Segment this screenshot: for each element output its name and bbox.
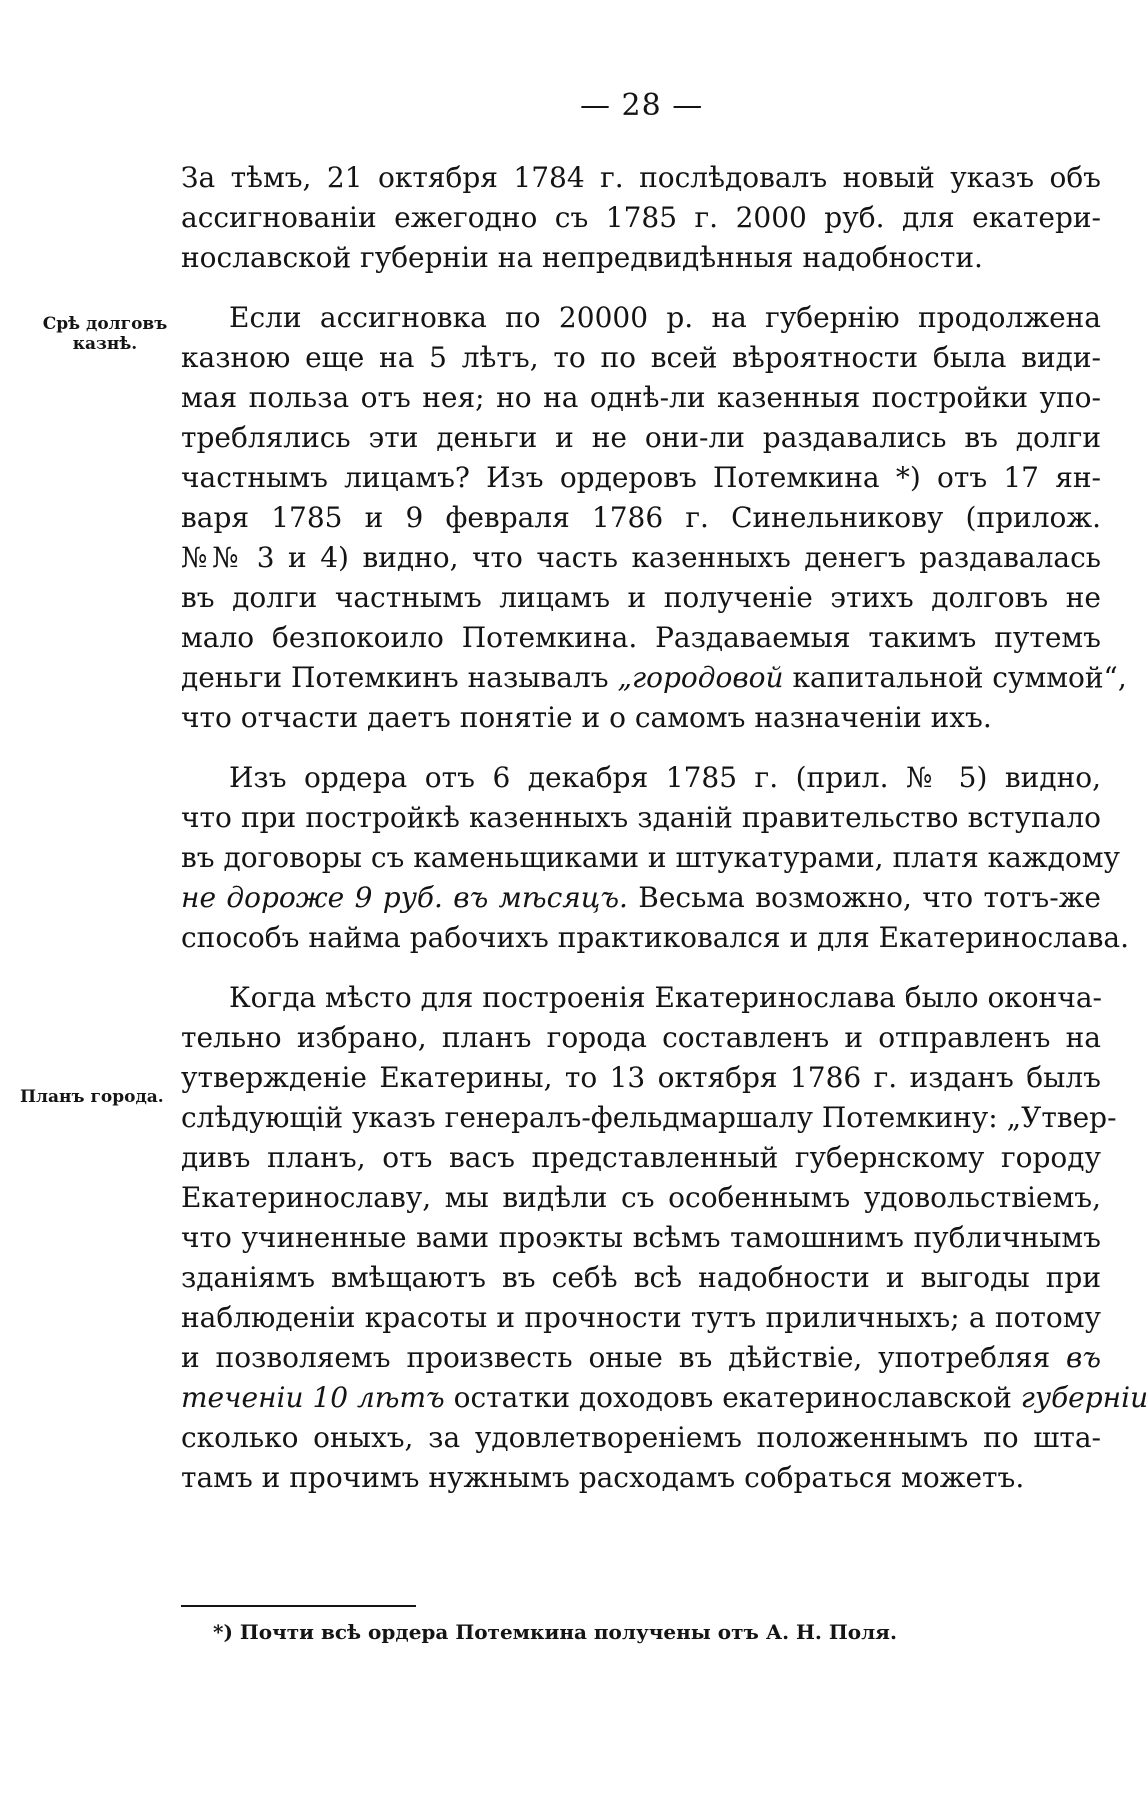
text-line: наблюденіи красоты и прочности тутъ приличныхъ; а потому <box>181 1301 1101 1334</box>
text-line: треблялись эти деньги и не они-ли раздавались въ долги <box>181 421 1101 454</box>
text-line <box>181 658 1127 698</box>
text-line: Изъ ордера отъ 6 декабря 1785 г. (прил. № 5) видно, <box>229 761 1101 794</box>
margin-note-debts: Срѣ долговъ казнѣ. <box>42 314 168 354</box>
text-segment: остатки доходовъ екатеринославской <box>453 1381 1012 1414</box>
page-number: — 28 — <box>580 88 704 123</box>
italic-term: „городовой <box>617 661 784 694</box>
italic-word: губерніи <box>1020 1381 1148 1414</box>
text-line: частнымъ лицамъ? Изъ ордеровъ Потемкина *) отъ 17 ян- <box>181 461 1101 494</box>
text-line: въ договоры съ каменьщиками и штукатурами, платя каждому <box>181 841 1120 874</box>
footnote-divider <box>181 1605 416 1607</box>
text-line: тельно избрано, планъ города составленъ и отправленъ на <box>181 1021 1101 1054</box>
text-line: Если ассигновка по 20000 р. на губернію продолжена <box>229 301 1101 334</box>
text-line: что при постройкѣ казенныхъ зданій правительство вступало <box>181 801 1101 834</box>
text-line: утвержденіе Екатерины, то 13 октября 1786 г. изданъ былъ <box>181 1061 1101 1094</box>
text-line: ассигнованіи ежегодно съ 1785 г. 2000 руб. для екатери- <box>181 201 1101 234</box>
text-line: что отчасти даетъ понятіе и о самомъ назначеніи ихъ. <box>181 701 992 734</box>
text-segment: и позволяемъ произвесть оные въ дѣйствіе, употребляя <box>181 1341 1051 1374</box>
text-line: мая польза отъ нея; но на однѣ-ли казенныя постройки упо- <box>181 381 1101 414</box>
text-line: зданіямъ вмѣщаютъ въ себѣ всѣ надобности и выгоды при <box>181 1261 1101 1294</box>
text-line: что учиненные вами проэкты всѣмъ тамошнимъ публичнымъ <box>181 1221 1101 1254</box>
text-line <box>181 1378 1148 1418</box>
text-segment: деньги Потемкинъ называлъ <box>181 661 609 694</box>
text-line: мало безпокоило Потемкина. Раздаваемыя такимъ путемъ <box>181 621 1101 654</box>
text-line: казною еще на 5 лѣтъ, то по всей вѣроятности была види- <box>181 341 1101 374</box>
text-segment: капитальной суммой“, <box>792 661 1127 694</box>
italic-phrase: теченіи 10 лѣтъ <box>181 1381 445 1414</box>
text-line: слѣдующій указъ генералъ-фельдмаршалу Потемкину: „Утвер- <box>181 1101 1117 1134</box>
text-line: За тѣмъ, 21 октября 1784 г. послѣдовалъ новый указъ объ <box>181 161 1101 194</box>
text-line: Екатеринославу, мы видѣли съ особеннымъ удовольствіемъ, <box>181 1181 1101 1214</box>
italic-word: въ <box>1066 1341 1101 1374</box>
text-line: въ долги частнымъ лицамъ и полученіе этихъ долговъ не <box>181 581 1101 614</box>
text-segment: Весьма возможно, что тотъ-же <box>638 881 1101 914</box>
text-line: способъ найма рабочихъ практиковался и для Екатеринослава. <box>181 921 1129 954</box>
text-line: дивъ планъ, отъ васъ представленный губернскому городу <box>181 1141 1101 1174</box>
margin-note-city-plan: Планъ города. <box>20 1087 164 1107</box>
text-line <box>181 1338 1101 1378</box>
text-line: тамъ и прочимъ нужнымъ расходамъ собраться можетъ. <box>181 1461 1025 1494</box>
text-line: №№ 3 и 4) видно, что часть казенныхъ денегъ раздавалась <box>181 541 1101 574</box>
text-line: нославской губерніи на непредвидѣнныя надобности. <box>181 241 983 274</box>
text-line <box>181 878 1101 918</box>
footnote: *) Почти всѣ ордера Потемкина получены отъ А. Н. Поля. <box>213 1620 897 1644</box>
italic-phrase: не дороже 9 руб. въ мѣсяцъ. <box>181 881 628 914</box>
text-line: сколько оныхъ, за удовлетвореніемъ положеннымъ по шта- <box>181 1421 1101 1454</box>
text-line: Когда мѣсто для построенія Екатеринослава было оконча- <box>229 981 1102 1014</box>
text-line: варя 1785 и 9 февраля 1786 г. Синельникову (прилож. <box>181 501 1101 534</box>
